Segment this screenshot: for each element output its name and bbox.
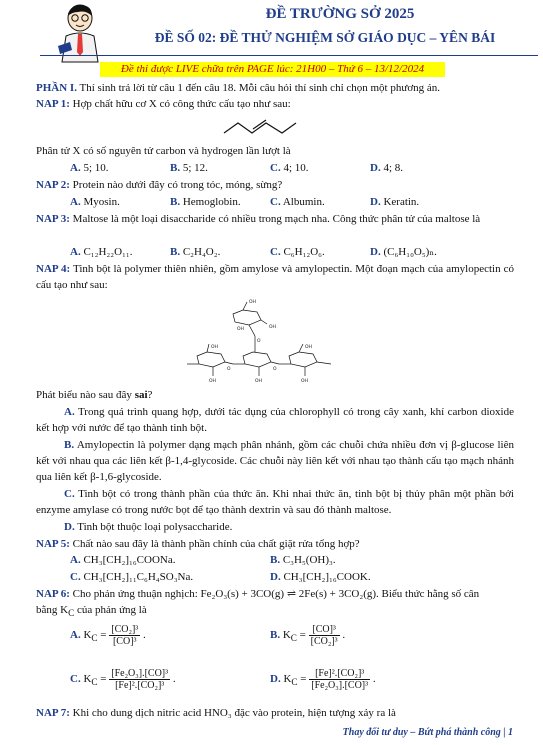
header-divider — [40, 55, 538, 56]
q6-option-d[interactable]: D. $K_C$ = $\frac{\text{[Fe]².[CO₂]³}}{\text{[Fe₂O₃].[CO]³}}$ . — [270, 668, 376, 691]
exam-title: ĐỀ TRƯỜNG SỞ 2025 — [265, 6, 415, 22]
q1-stem2: Phân tử X có số nguyên tử carbon và hydrogen lần lượt là — [36, 145, 291, 157]
q5-label: NAP 5: — [36, 538, 70, 550]
svg-text:OH: OH — [269, 325, 276, 330]
q6-stem2: bằng $K_C$ của phản ứng là — [36, 604, 147, 619]
q7-text: Khi cho dung dịch nitric acid HNO₃ đặc vào protein, hiện tượng xảy ra là — [69, 707, 396, 719]
q1-stem — [36, 96, 514, 112]
q1-option-a[interactable]: A. 5; 10. — [70, 162, 109, 174]
q2-stem — [36, 177, 514, 193]
q6-label: NAP 6: — [36, 588, 70, 600]
svg-text:OH: OH — [255, 379, 262, 384]
q3-stem — [36, 211, 514, 227]
q1-label: NAP 1: — [36, 98, 70, 110]
svg-text:OH: OH — [209, 379, 216, 384]
svg-text:OH: OH — [301, 379, 308, 384]
q4-option-c[interactable]: C. Tinh bột có trong thành phần của thức ăn. Khi nhai thức ăn, tinh bột bị thủy phân một phần bởi enzyme amylase có trong nước bọt để tạo thành dextrin và sau đó thành maltose. — [36, 488, 514, 516]
q3-option-d[interactable]: D. (C₆H₁₀O₅)ₙ. — [370, 246, 437, 258]
page-footer: Thay đổi tư duy – Bứt phá thành công | 1 — [342, 727, 513, 738]
q5-option-c[interactable]: C. CH₃[CH₂]₁₁C₆H₄SO₃Na. — [70, 571, 194, 583]
q7-label: NAP 7: — [36, 707, 70, 719]
q4-text: Tinh bột là polymer thiên nhiên, gồm amylose và amylopectin. Một đoạn mạch của amylopectin có cấu tạo như sau: — [36, 263, 514, 291]
q6-option-a[interactable]: A. $K_C$ = $\frac{\text{[CO₂]³}}{\text{[CO]³}}$ . — [70, 624, 146, 647]
q1-option-d[interactable]: D. 4; 8. — [370, 162, 404, 174]
q2-option-c[interactable]: C. Albumin. — [270, 196, 325, 208]
q5-option-a[interactable]: A. CH₃[CH₂]₁₆COONa. — [70, 554, 176, 566]
svg-text:O: O — [227, 367, 231, 372]
q4-option-d[interactable]: D. Tinh bột thuộc loại polysaccharide. — [64, 521, 233, 533]
q6-stem — [36, 586, 514, 602]
exam-subtitle: ĐỀ SỐ 02: ĐỀ THỬ NGHIỆM SỞ GIÁO DỤC – YÊN BÁI — [154, 30, 496, 45]
svg-text:OH: OH — [305, 345, 312, 350]
q4-stem — [36, 261, 514, 293]
q4-option-b[interactable]: B. Amylopectin là polymer dạng mạch phân nhánh, gồm các chuỗi chứa nhiều đơn vị β-glucose liên kết với nhau qua các liên kết β-1,4-glycoside. Các chuỗi này liên kết với nhau tạo thành cấu tạo mạch nhánh qua liên kết β-1,6-glycoside. — [36, 439, 514, 483]
part1-label: PHẦN I. — [36, 82, 77, 94]
q2-option-a[interactable]: A. Myosin. — [70, 196, 120, 208]
q1-skeletal-formula — [222, 113, 302, 137]
svg-text:OH: OH — [211, 345, 218, 350]
q6-option-c[interactable]: C. $K_C$ = $\frac{\text{[Fe₂O₃].[CO]³}}{\text{[Fe]².[CO₂]³}}$ . — [70, 668, 176, 691]
q6-option-b[interactable]: B. $K_C$ = $\frac{\text{[CO]³}}{\text{[CO₂]³}}$ . — [270, 624, 346, 647]
q2-option-d[interactable]: D. Keratin. — [370, 196, 420, 208]
q4-label: NAP 4: — [36, 263, 71, 275]
q3-option-c[interactable]: C. C₆H₁₂O₆. — [270, 246, 325, 258]
q5-stem — [36, 536, 514, 552]
q2-text: Protein nào dưới đây có trong tóc, móng, sừng? — [69, 179, 283, 191]
svg-text:O: O — [273, 367, 277, 372]
q6-text: Cho phản ứng thuận nghịch: Fe₂O₃(s) + 3CO(g) ⇌ 2Fe(s) + 3CO₂(g). Biểu thức hằng số cân — [69, 588, 480, 600]
q5-option-d[interactable]: D. CH₃[CH₂]₁₆COOK. — [270, 571, 371, 583]
q7-stem — [36, 705, 514, 721]
q5-option-b[interactable]: B. C₃H₅(OH)₃. — [270, 554, 336, 566]
live-banner: Đề thi được LIVE chữa trên PAGE lúc: 21H00 – Thứ 6 – 13/12/2024 — [100, 62, 445, 77]
q1-option-c[interactable]: C. 4; 10. — [270, 162, 309, 174]
q4-stem2: Phát biểu nào sau đây sai? — [36, 389, 153, 401]
part1-text: Thí sinh trả lời từ câu 1 đến câu 18. Mỗi câu hỏi thí sinh chỉ chọn một phương án. — [76, 82, 441, 94]
q2-option-b[interactable]: B. Hemoglobin. — [170, 196, 241, 208]
q1-text: Hợp chất hữu cơ X có công thức cấu tạo như sau: — [69, 98, 291, 110]
svg-text:O: O — [257, 339, 261, 344]
q3-option-b[interactable]: B. C₂H₄O₂. — [170, 246, 221, 258]
q1-option-b[interactable]: B. 5; 12. — [170, 162, 208, 174]
q3-text: Maltose là một loại disaccharide có nhiều trong mạch nha. Công thức phân tử của maltose là — [69, 213, 481, 225]
q5-text: Chất nào sau đây là thành phần chính của chất giặt rửa tổng hợp? — [69, 538, 360, 550]
q2-label: NAP 2: — [36, 179, 70, 191]
part1-instruction — [36, 80, 514, 96]
q3-option-a[interactable]: A. C₁₂H₂₂O₁₁. — [70, 246, 133, 258]
svg-text:OH: OH — [237, 327, 244, 332]
svg-text:OH: OH — [249, 300, 256, 305]
q4-option-a[interactable]: A. Trong quá trình quang hợp, dưới tác dụng của chlorophyll có trong cây xanh, khí carbon dioxide kết hợp với nước để tạo thành tinh bột. — [36, 406, 514, 434]
q3-label: NAP 3: — [36, 213, 70, 225]
amylopectin-structure — [185, 298, 365, 384]
